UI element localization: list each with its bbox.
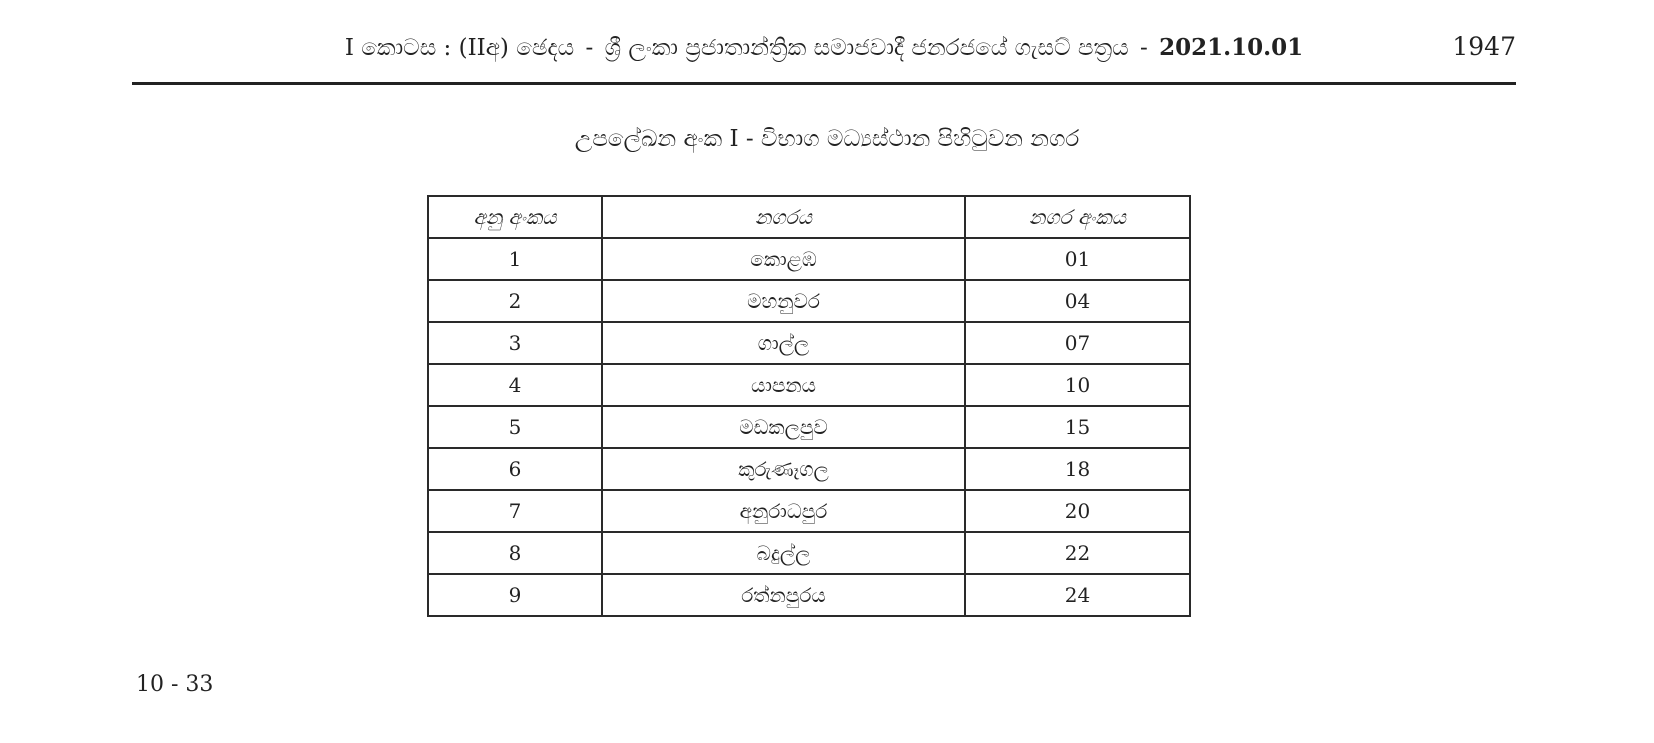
city-code-cell: 15 — [965, 406, 1190, 448]
table-row — [428, 490, 1190, 532]
city-cell: යාපනය — [602, 364, 965, 406]
serial-number-cell: 6 — [428, 448, 602, 490]
serial-number-cell: 9 — [428, 574, 602, 616]
table-header-row — [428, 196, 1190, 238]
city-cell: රත්නපුරය — [602, 574, 965, 616]
gazette-header — [132, 28, 1516, 85]
table-caption: උපලේඛන අංක I - විභාග මධ්‍යස්ථාන පිහිටුවන නගර — [574, 126, 1080, 152]
city-code-cell: 01 — [965, 238, 1190, 280]
header-title — [132, 34, 1516, 61]
header-part: I කොටස : (IIඅ) ඡෙදය — [344, 35, 575, 61]
header-separator: - — [1140, 35, 1148, 61]
city-code-cell: 07 — [965, 322, 1190, 364]
table-row — [428, 448, 1190, 490]
exam-centre-cities-table — [427, 195, 1191, 617]
city-cell: අනුරාධපුර — [602, 490, 965, 532]
serial-number-cell: 5 — [428, 406, 602, 448]
table-row — [428, 574, 1190, 616]
city-cell: මඩකලපුව — [602, 406, 965, 448]
table-row — [428, 238, 1190, 280]
table-row — [428, 364, 1190, 406]
city-code-cell: 04 — [965, 280, 1190, 322]
table-row — [428, 322, 1190, 364]
serial-number-cell: 4 — [428, 364, 602, 406]
city-code-cell: 10 — [965, 364, 1190, 406]
city-cell: බදුල්ල — [602, 532, 965, 574]
footer-reference: 10 - 33 — [136, 672, 214, 697]
header-city: නගරය — [602, 196, 965, 238]
table-row — [428, 406, 1190, 448]
city-cell: කොළඹ — [602, 238, 965, 280]
header-serial-number: අනු අංකය — [428, 196, 602, 238]
header-city-code: නගර අංකය — [965, 196, 1190, 238]
table-row — [428, 280, 1190, 322]
serial-number-cell: 7 — [428, 490, 602, 532]
serial-number-cell: 1 — [428, 238, 602, 280]
city-cell: මහනුවර — [602, 280, 965, 322]
city-code-cell: 24 — [965, 574, 1190, 616]
city-code-cell: 20 — [965, 490, 1190, 532]
serial-number-cell: 3 — [428, 322, 602, 364]
table-row — [428, 532, 1190, 574]
serial-number-cell: 2 — [428, 280, 602, 322]
city-code-cell: 22 — [965, 532, 1190, 574]
city-cell: ගාල්ල — [602, 322, 965, 364]
city-cell: කුරුණෑගල — [602, 448, 965, 490]
city-code-cell: 18 — [965, 448, 1190, 490]
header-publication: ශ්‍රී ලංකා ප්‍රජාතාන්ත්‍රික සමාජවාදී ජනරජයේ ගැසට් පත්‍රය — [604, 35, 1129, 61]
header-separator: - — [585, 35, 594, 61]
page-number: 1947 — [1452, 32, 1516, 61]
serial-number-cell: 8 — [428, 532, 602, 574]
header-date: 2021.10.01 — [1159, 34, 1304, 61]
